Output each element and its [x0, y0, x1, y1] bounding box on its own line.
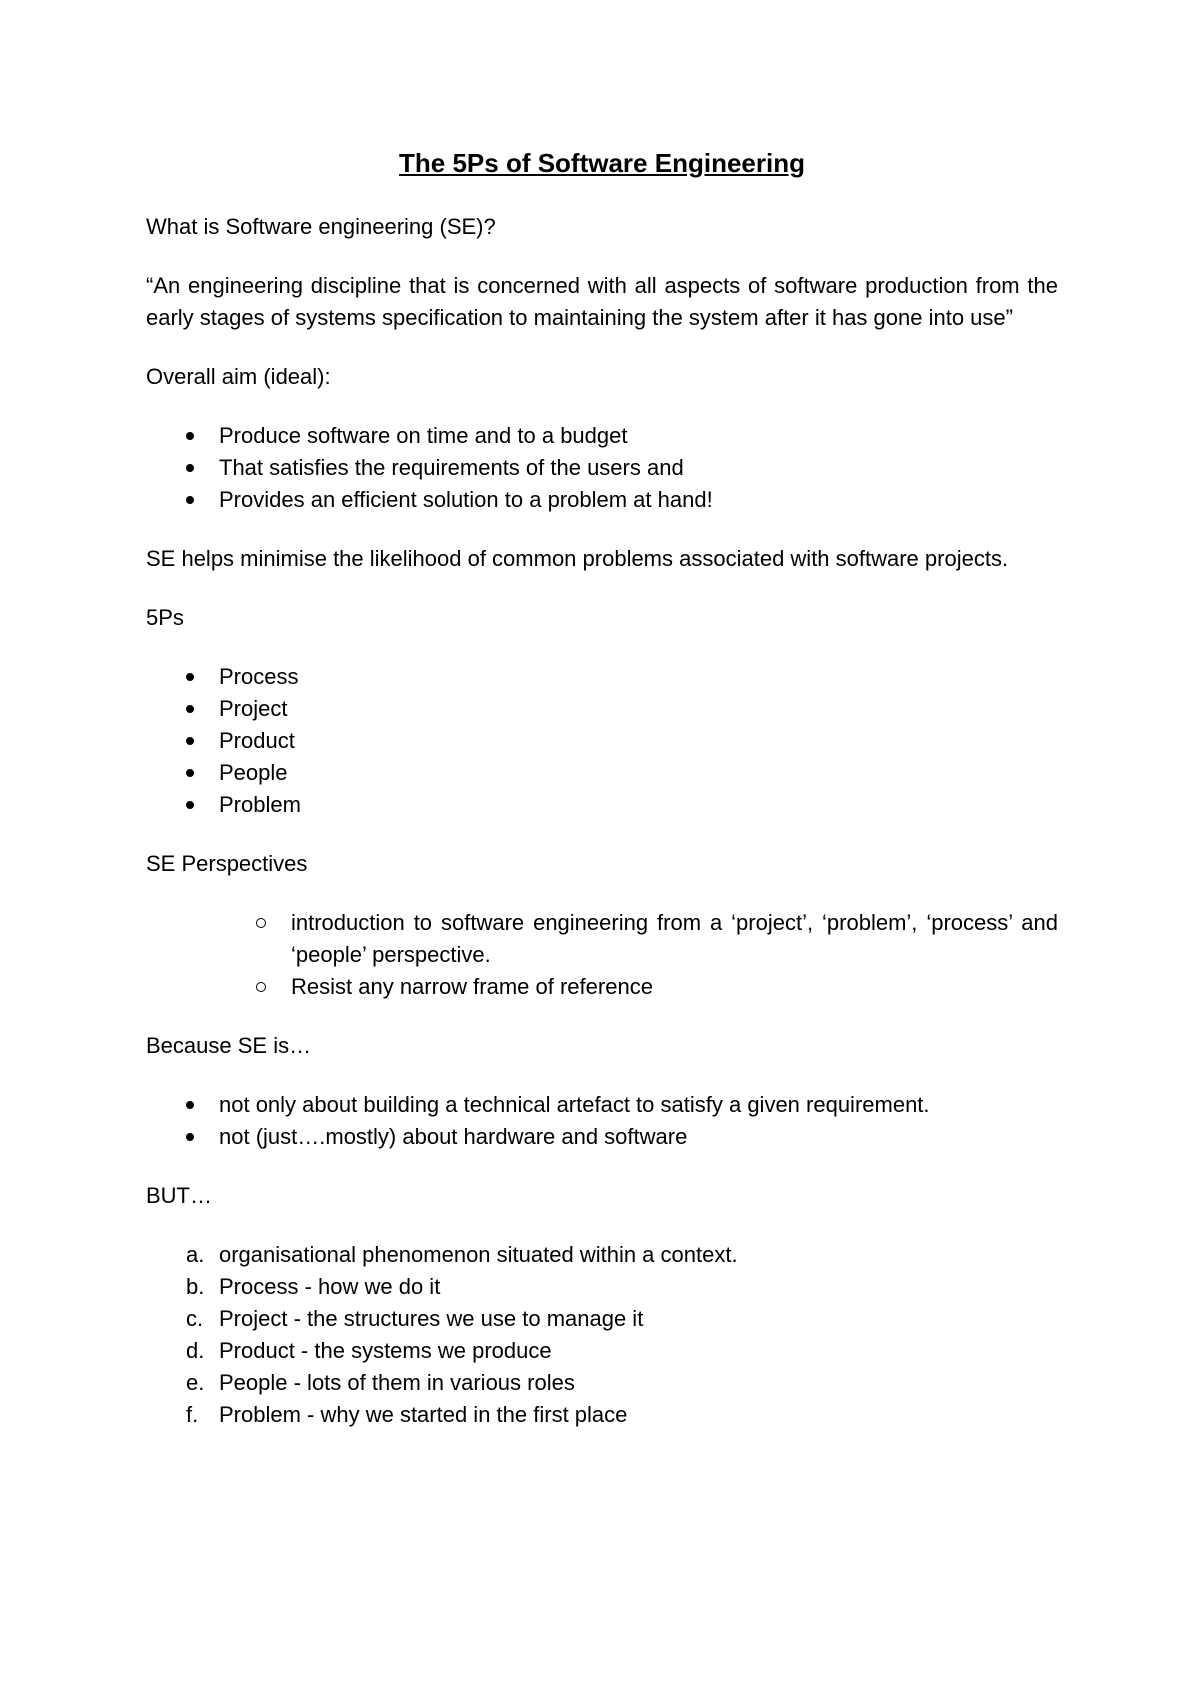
list-item: [146, 1399, 1058, 1431]
list-item-text: not (just….mostly) about hardware and software: [219, 1124, 688, 1149]
list-item-text: Product: [219, 728, 295, 753]
list-item: [146, 1303, 1058, 1335]
because-heading: Because SE is…: [146, 1033, 312, 1058]
list-item-text: People: [219, 760, 288, 785]
list-item: [146, 1089, 1058, 1121]
bullet-icon: [186, 801, 194, 809]
list-item-text: introduction to software engineering from a ‘project’, ‘problem’, ‘process’ and ‘people’ perspective.: [291, 910, 1058, 967]
list-item-text: Problem: [219, 792, 301, 817]
bullet-icon: [186, 1133, 194, 1141]
aim-list: [146, 420, 1058, 516]
list-item-text: Project: [219, 696, 288, 721]
because-list: [146, 1089, 1058, 1153]
list-item: [146, 452, 1058, 484]
list-item-text: Process - how we do it: [219, 1274, 441, 1299]
list-item-text: Produce software on time and to a budget: [219, 423, 628, 448]
list-item: [146, 1367, 1058, 1399]
list-item-text: Product - the systems we produce: [219, 1338, 552, 1363]
list-item: [146, 789, 1058, 821]
bullet-icon: [186, 705, 194, 713]
list-item-text: Provides an efficient solution to a problem at hand!: [219, 487, 713, 512]
but-heading: BUT…: [146, 1183, 212, 1208]
se-helps-text: SE helps minimise the likelihood of common problems associated with software projects.: [146, 546, 1009, 571]
bullet-icon: [186, 464, 194, 472]
bullet-icon: [186, 1101, 194, 1109]
list-item: [146, 420, 1058, 452]
list-item-text: Process: [219, 664, 299, 689]
perspectives-list: [146, 907, 1058, 1003]
fiveps-list: [146, 661, 1058, 821]
list-item: [146, 757, 1058, 789]
aim-heading: Overall aim (ideal):: [146, 364, 331, 389]
list-item-text: Problem - why we started in the first place: [219, 1402, 628, 1427]
bullet-icon: [186, 496, 194, 504]
hollow-bullet-icon: [256, 918, 266, 928]
list-item: [146, 661, 1058, 693]
list-item-text: not only about building a technical artefact to satisfy a given requirement.: [219, 1092, 930, 1117]
list-item-text: Resist any narrow frame of reference: [291, 974, 653, 999]
list-item: [146, 1335, 1058, 1367]
hollow-bullet-icon: [256, 982, 266, 992]
but-list: [146, 1239, 1058, 1431]
list-item: [146, 1121, 1058, 1153]
bullet-icon: [186, 769, 194, 777]
list-marker: b.: [186, 1274, 205, 1299]
perspectives-heading: SE Perspectives: [146, 851, 308, 876]
bullet-icon: [186, 737, 194, 745]
document-title: The 5Ps of Software Engineering: [399, 148, 805, 178]
list-marker: d.: [186, 1338, 205, 1363]
list-item-text: That satisfies the requirements of the users and: [219, 455, 684, 480]
list-item: [146, 693, 1058, 725]
bullet-icon: [186, 432, 194, 440]
list-marker: c.: [186, 1306, 204, 1331]
list-marker: e.: [186, 1370, 205, 1395]
list-item: [146, 971, 1058, 1003]
list-item-text: People - lots of them in various roles: [219, 1370, 575, 1395]
list-item: [146, 725, 1058, 757]
list-item-text: Project - the structures we use to manage it: [219, 1306, 644, 1331]
fiveps-heading: 5Ps: [146, 605, 184, 630]
list-item-text: organisational phenomenon situated within a context.: [219, 1242, 738, 1267]
bullet-icon: [186, 673, 194, 681]
document-page: [146, 145, 1058, 1458]
list-item: [146, 484, 1058, 516]
list-item: [146, 1239, 1058, 1271]
list-item: [146, 907, 1058, 971]
question-text: What is Software engineering (SE)?: [146, 214, 496, 239]
list-marker: f.: [186, 1402, 199, 1427]
list-item: [146, 1271, 1058, 1303]
definition-quote: “An engineering discipline that is concerned with all aspects of software production from the early stages of systems specification to maintaining the system after it has gone into use”: [146, 273, 1058, 330]
list-marker: a.: [186, 1242, 205, 1267]
